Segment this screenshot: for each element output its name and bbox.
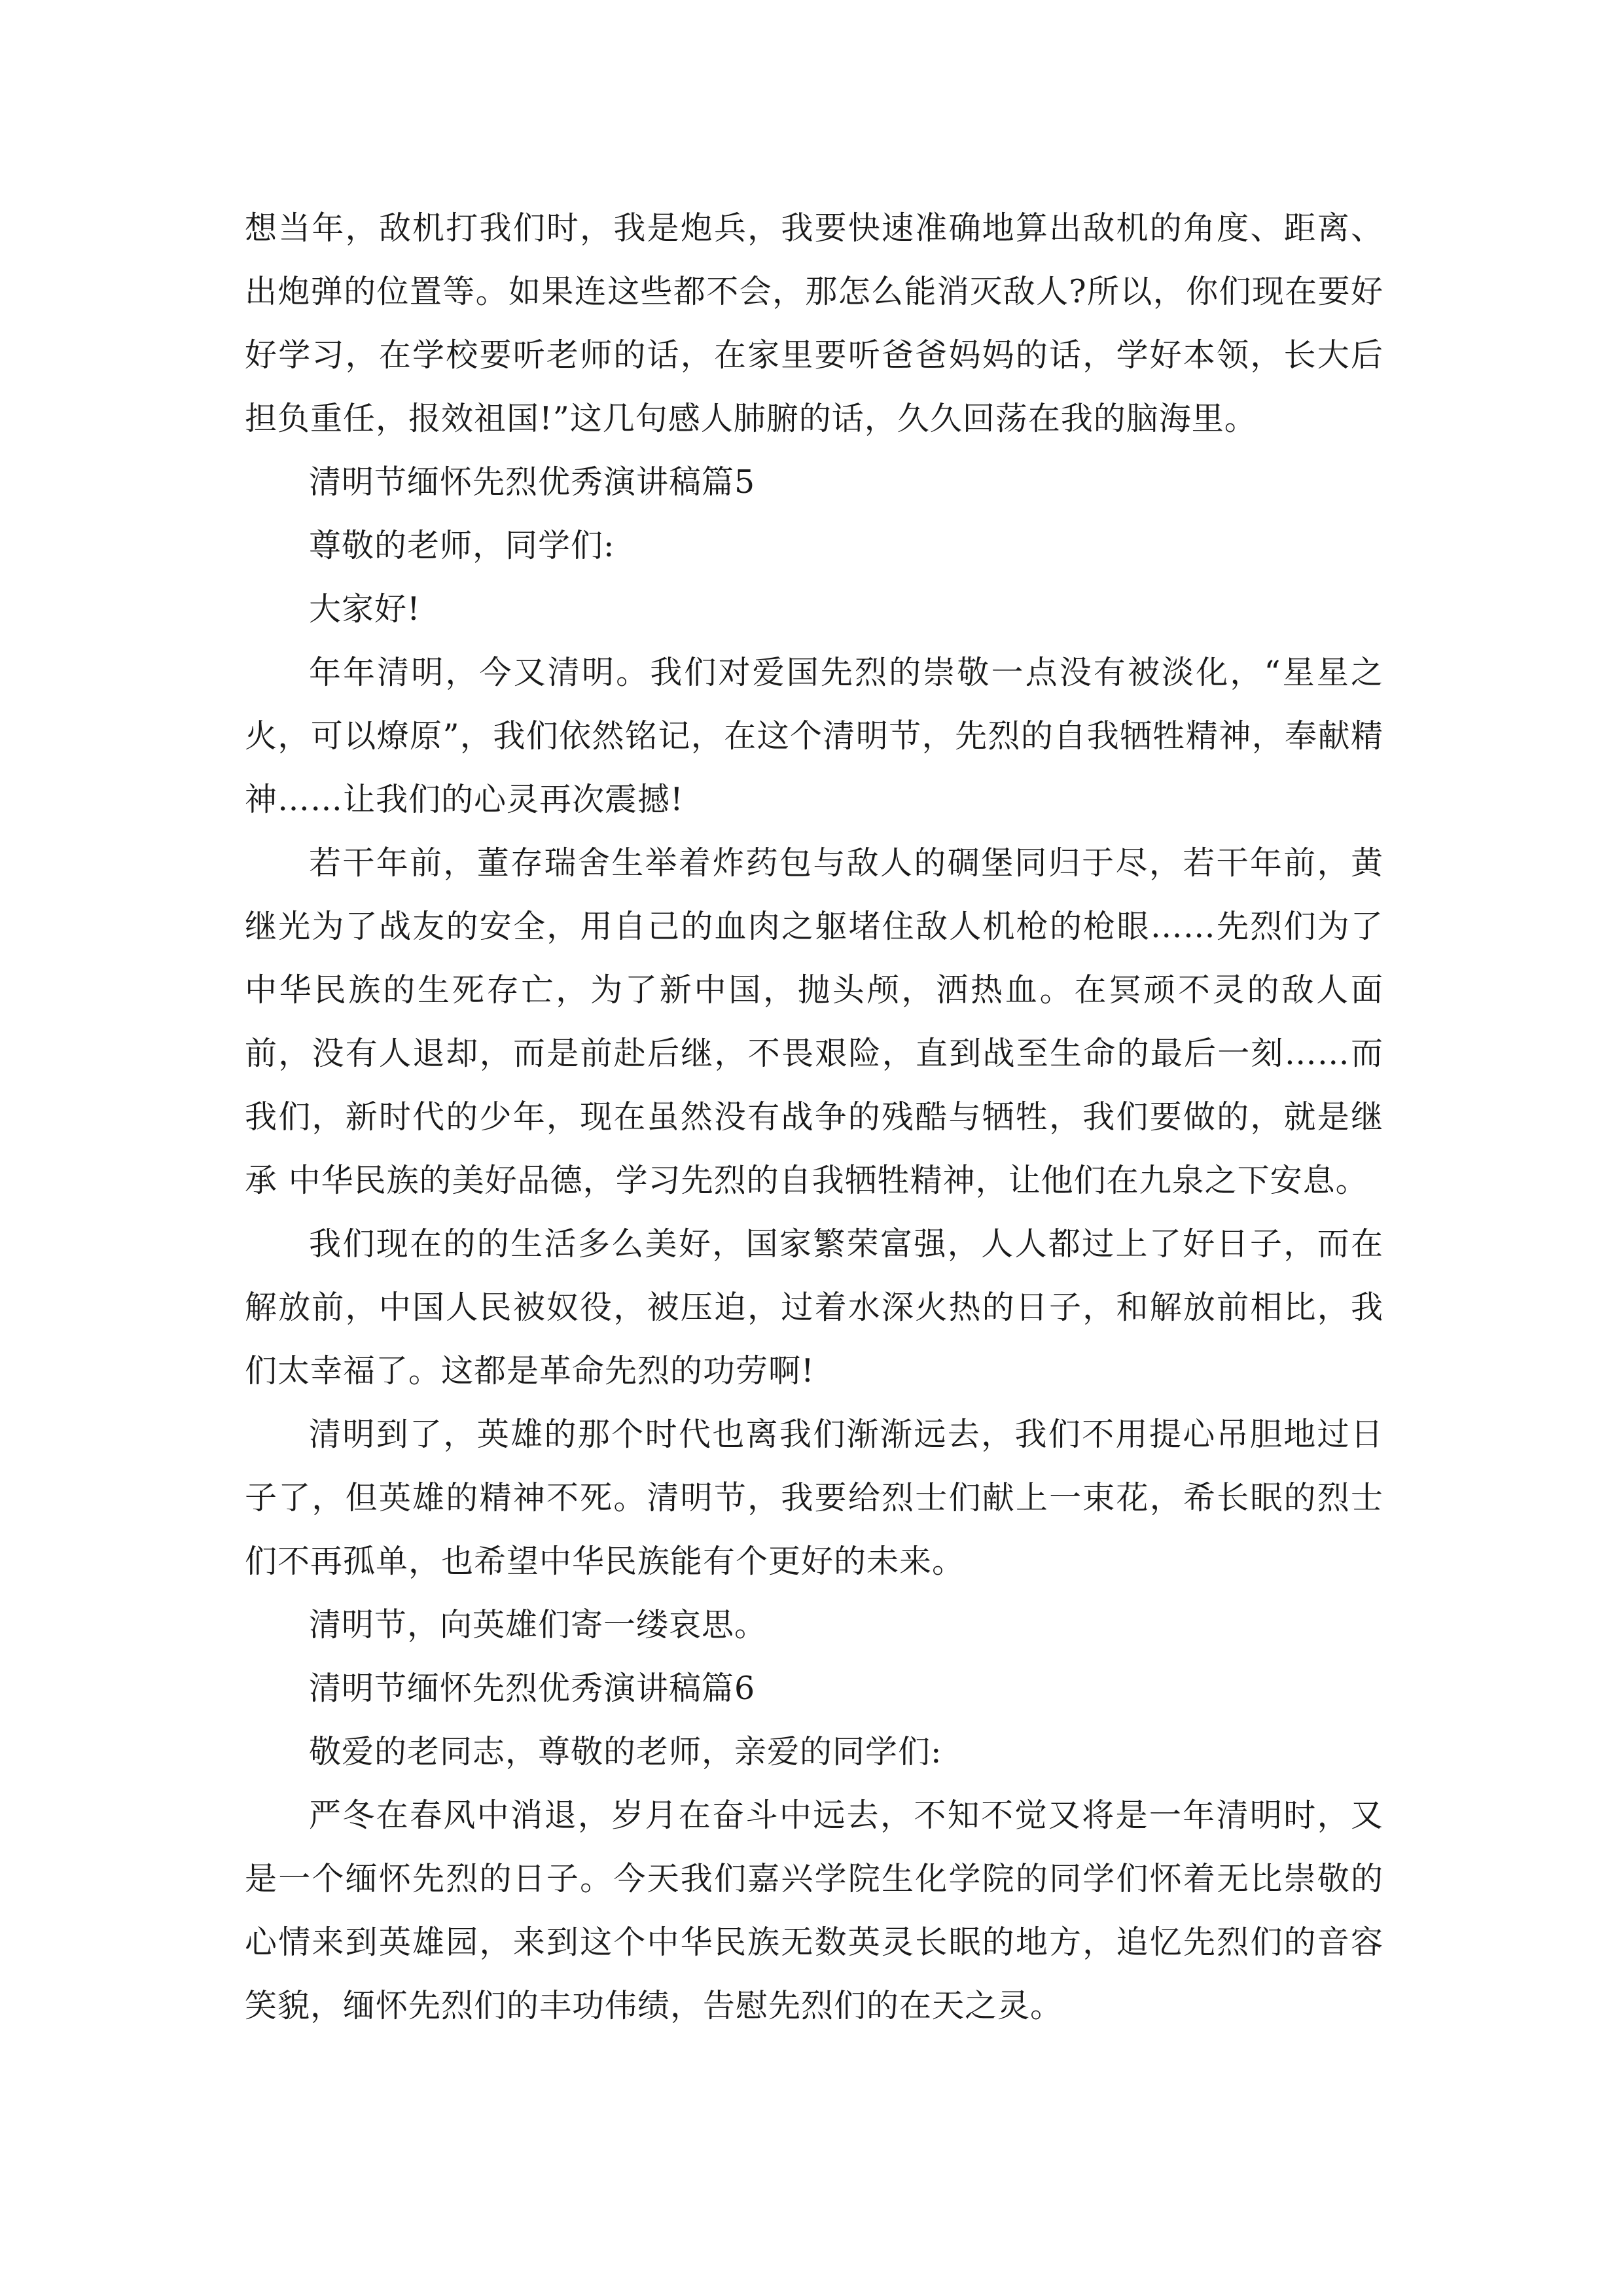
paragraph: 我们现在的的生活多么美好，国家繁荣富强，人人都过上了好日子，而在解放前，中国人民被奴役，被压迫，过着水深火热的日子，和解放前相比，我们太幸福了。这都是革命先烈的功劳啊! (245, 1225, 1383, 1390)
salutation: 敬爱的老同志，尊敬的老师，亲爱的同学们: (309, 1733, 942, 1770)
paragraph: 年年清明，今又清明。我们对爱国先烈的崇敬一点没有被淡化，“星星之火，可以燎原”，我们依然铭记，在这个清明节，先烈的自我牺牲精神，奉献精神……让我们的心灵再次震撼! (245, 654, 1383, 818)
paragraph: 若干年前，董存瑞舍生举着炸药包与敌人的碉堡同归于尽，若干年前，黄继光为了战友的安全，用自己的血肉之躯堵住敌人机枪的枪眼……先烈们为了中华民族的生死存亡，为了新中国，抛头颅，洒热血。在冥顽不灵的敌人面前，没有人退却，而是前赴后继，不畏艰险，直到战至生命的最后一刻……而我们，新时代的少年，现在虽然没有战争的残酷与牺牲，我们要做的，就是继承 中华民族的美好品德，学习先烈的自我牺牲精神，让他们在九泉之下安息。 (245, 844, 1383, 1199)
paragraph: 严冬在春风中消退，岁月在奋斗中远去，不知不觉又将是一年清明时，又是一个缅怀先烈的日子。今天我们嘉兴学院生化学院的同学们怀着无比崇敬的心情来到英雄园，来到这个中华民族无数英灵长眠的地方，追忆先烈们的音容笑貌，缅怀先烈们的丰功伟绩，告慰先烈们的在天之灵。 (245, 1797, 1383, 2024)
document-body (245, 196, 1383, 2037)
section-title-6: 清明节缅怀先烈优秀演讲稿篇6 (309, 1670, 756, 1707)
paragraph: 清明节，向英雄们寄一缕哀思。 (309, 1606, 768, 1643)
paragraph-continuation: 想当年，敌机打我们时，我是炮兵，我要快速准确地算出敌机的角度、距离、出炮弹的位置等。如果连这些都不会，那怎么能消灭敌人?所以，你们现在要好好学习，在学校要听老师的话，在家里要听爸爸妈妈的话，学好本领，长大后担负重任，报效祖国!”这几句感人肺腑的话，久久回荡在我的脑海里。 (245, 209, 1383, 437)
paragraph: 清明到了，英雄的那个时代也离我们渐渐远去，我们不用提心吊胆地过日子了，但英雄的精神不死。清明节，我要给烈士们献上一束花，希长眠的烈士们不再孤单，也希望中华民族能有个更好的未来。 (245, 1416, 1383, 1580)
greeting: 大家好! (309, 590, 421, 628)
section-title-5: 清明节缅怀先烈优秀演讲稿篇5 (309, 463, 756, 501)
salutation: 尊敬的老师，同学们: (309, 527, 615, 564)
